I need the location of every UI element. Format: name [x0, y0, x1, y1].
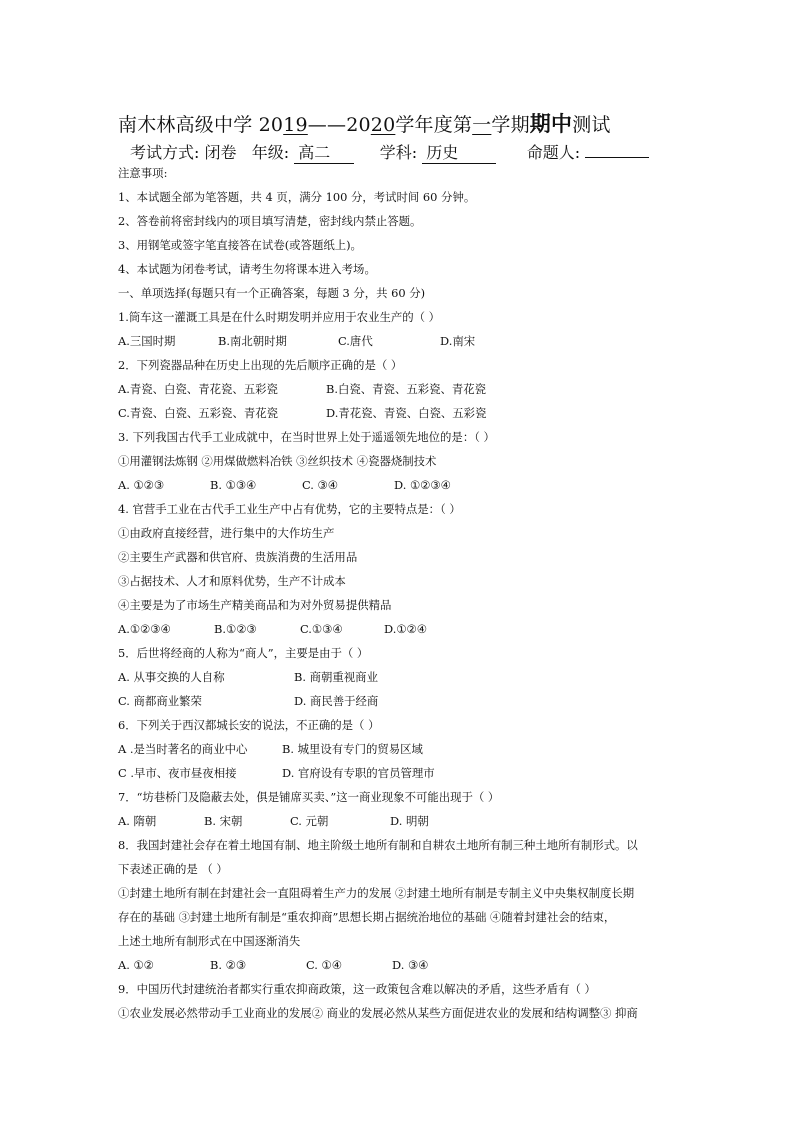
- option-a[interactable]: A. ①②③: [118, 478, 165, 492]
- option-c[interactable]: C. 元朝: [290, 814, 329, 828]
- notes-heading: 注意事项:: [118, 166, 168, 180]
- title-bold: 期中: [529, 111, 573, 136]
- question-1-options: [118, 333, 475, 349]
- option-d[interactable]: D.青花瓷、青瓷、白瓷、五彩瓷: [326, 406, 487, 420]
- question-1-stem: 1.筒车这一灌溉工具是在什么时期发明并应用于农业生产的（ ）: [118, 310, 441, 324]
- title-year-start: 19: [283, 114, 308, 136]
- option-a[interactable]: A.青瓷、白瓷、青花瓷、五彩瓷: [118, 382, 278, 396]
- option-b[interactable]: B. ①③④: [210, 478, 257, 492]
- method-value: 闭卷: [204, 143, 237, 162]
- note-item: 4、本试题为闭卷考试，请考生勿将课本进入考场。: [118, 262, 376, 276]
- note-item: 3、用钢笔或签字笔直接答在试卷(或答题纸上)。: [118, 238, 362, 252]
- option-c[interactable]: C. 商都商业繁荣: [118, 694, 202, 708]
- option-d[interactable]: D. 明朝: [390, 814, 429, 828]
- question-9-stem: 9．中国历代封建统治者都实行重农抑商政策，这一政策包含难以解决的矛盾，这些矛盾有（ ）: [118, 982, 596, 996]
- question-4-item: ②主要生产武器和供官府、贵族消费的生活用品: [118, 550, 358, 564]
- note-item: 2、答卷前将密封线内的项目填写清楚，密封线内禁止答题。: [118, 214, 422, 228]
- option-c[interactable]: C. ①④: [306, 958, 342, 972]
- option-d[interactable]: D. ③④: [392, 958, 429, 972]
- option-c[interactable]: C .早市、夜市昼夜相接: [118, 766, 237, 780]
- option-d[interactable]: D. 官府设有专职的官员管理市: [282, 766, 435, 780]
- question-8-item: 存在的基础 ③封建土地所有制是“重农抑商”思想长期占据统治地位的基础 ④随着封建社会的结束，: [118, 910, 616, 924]
- option-b[interactable]: B.南北朝时期: [218, 334, 287, 348]
- question-6-stem: 6．下列关于西汉都城长安的说法，不正确的是（ ）: [118, 718, 380, 732]
- question-4-stem: 4. 官营手工业在古代手工业生产中占有优势，它的主要特点是：（ ）: [118, 502, 461, 516]
- question-3-stem: 3. 下列我国古代手工业成就中，在当时世界上处于遥遥领先地位的是：（ ）: [118, 430, 495, 444]
- author-label: 命题人:: [526, 143, 581, 162]
- question-6-options-row1: [118, 741, 423, 757]
- option-a[interactable]: A.三国时期: [118, 334, 176, 348]
- exam-meta-line: [130, 140, 649, 164]
- section-heading: 一、单项选择(每题只有一个正确答案，每题 3 分，共 60 分): [118, 286, 426, 300]
- question-5-stem: 5．后世将经商的人称为“商人”，主要是由于（ ）: [118, 646, 369, 660]
- title-year-end: 20: [370, 114, 396, 136]
- option-b[interactable]: B. 商朝重视商业: [294, 670, 378, 684]
- option-d[interactable]: D. ①②③④: [394, 478, 451, 492]
- question-2-options-row2: [118, 405, 486, 421]
- title-dash: ——: [307, 114, 347, 136]
- option-c[interactable]: C.①③④: [300, 622, 343, 636]
- option-c[interactable]: C. ③④: [302, 478, 338, 492]
- exam-title: [118, 108, 611, 138]
- option-b[interactable]: B. 城里设有专门的贸易区域: [282, 742, 423, 756]
- question-7-stem: 7．“坊巷桥门及隐蔽去处，俱是铺席买卖、”这一商业现象不可能出现于（ ）: [118, 790, 500, 804]
- option-d[interactable]: D.①②④: [384, 622, 427, 636]
- option-b[interactable]: B. 宋朝: [204, 814, 243, 828]
- option-c[interactable]: C.青瓷、白瓷、五彩瓷、青花瓷: [118, 406, 279, 420]
- subject-field[interactable]: 历史: [422, 140, 496, 164]
- question-8-options: [118, 957, 428, 973]
- question-4-item: ③占据技术、人才和原料优势，生产不计成本: [118, 574, 346, 588]
- subject-label: 学科:: [379, 143, 418, 162]
- title-school: 南木林高级中学 20: [118, 114, 284, 136]
- question-5-options-row1: [118, 669, 378, 685]
- question-2-stem: 2．下列瓷器品种在历史上出现的先后顺序正确的是（ ）: [118, 358, 403, 372]
- option-a[interactable]: A. ①②: [118, 958, 154, 972]
- option-a[interactable]: A.①②③④: [118, 622, 171, 636]
- question-9-item: ①农业发展必然带动手工业商业的发展② 商业的发展必然从某些方面促进农业的发展和结构调整③ 抑商: [118, 1006, 638, 1020]
- question-4-options: [118, 621, 427, 637]
- question-3-items: ①用灌钢法炼钢 ②用煤做燃料冶铁 ③丝织技术 ④瓷器烧制技术: [118, 454, 437, 468]
- question-3-options: [118, 477, 451, 493]
- option-c[interactable]: C.唐代: [338, 334, 373, 348]
- option-d[interactable]: D. 商民善于经商: [294, 694, 379, 708]
- title-term: 一: [472, 114, 492, 136]
- option-d[interactable]: D.南宋: [440, 334, 476, 348]
- grade-field[interactable]: 高二: [294, 140, 354, 164]
- question-8-stem-cont: 下表述正确的是 （ ）: [118, 862, 228, 876]
- grade-label: 年级:: [251, 143, 290, 162]
- question-2-options-row1: [118, 381, 486, 397]
- option-a[interactable]: A .是当时著名的商业中心: [118, 742, 248, 756]
- method-label: 考试方式:: [130, 143, 200, 162]
- option-b[interactable]: B.白瓷、青瓷、五彩瓷、青花瓷: [326, 382, 487, 396]
- question-6-options-row2: [118, 765, 435, 781]
- question-7-options: [118, 813, 429, 829]
- title-mid2: 学期: [491, 114, 530, 136]
- option-b[interactable]: B. ②③: [210, 958, 247, 972]
- question-5-options-row2: [118, 693, 378, 709]
- question-8-stem: 8．我国封建社会存在着土地国有制、地主阶级土地所有制和自耕农土地所有制三种土地所有制形式。以: [118, 838, 638, 852]
- author-field[interactable]: [585, 157, 649, 158]
- question-4-item: ①由政府直接经营，进行集中的大作坊生产: [118, 526, 335, 540]
- question-4-item: ④主要是为了市场生产精美商品和为对外贸易提供精品: [118, 598, 392, 612]
- option-a[interactable]: A. 从事交换的人自称: [118, 670, 225, 684]
- title-end: 测试: [572, 114, 611, 136]
- title-year-end-prefix: 20: [346, 114, 371, 136]
- option-a[interactable]: A. 隋朝: [118, 814, 157, 828]
- title-mid: 学年度第: [395, 114, 473, 136]
- option-b[interactable]: B.①②③: [214, 622, 257, 636]
- note-item: 1、本试题全部为笔答题，共 4 页，满分 100 分，考试时间 60 分钟。: [118, 190, 476, 204]
- question-8-item: ①封建土地所有制在封建社会一直阻碍着生产力的发展 ②封建土地所有制是专制主义中央集权制度长期: [118, 886, 635, 900]
- question-8-item: 上述土地所有制形式在中国逐渐消失: [118, 934, 301, 948]
